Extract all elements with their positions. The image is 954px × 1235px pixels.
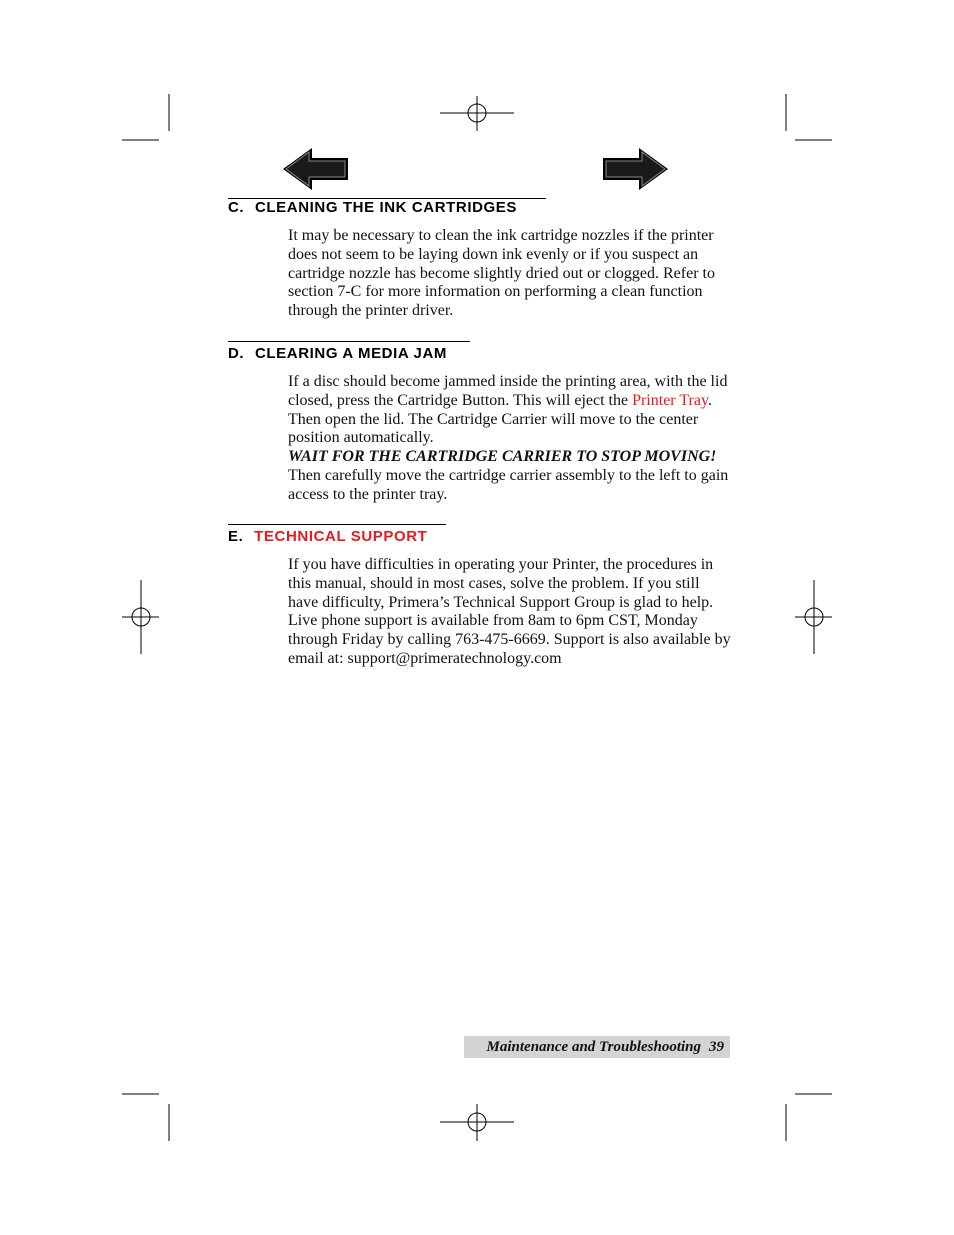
page-footer — [464, 1036, 730, 1058]
section-c-title: CLEANING THE INK CARTRIDGES — [254, 199, 518, 216]
section-d-text-1: If a disc should become jammed inside the printing area, with the lid closed, press the Cartridge Button. This will eject the — [288, 373, 728, 409]
section-d-heading — [228, 345, 447, 362]
section-d-text-2: . Then open the lid. The Cartridge Carrier will move to the center position automatically. — [288, 391, 712, 447]
page-number: 39 — [709, 1038, 724, 1055]
section-c-paragraph: It may be necessary to clean the ink cartridge nozzles if the printer does not seem to be laying down ink evenly or if you suspect an cartridge nozzle has become slightly dried out or clogged. Refer to section 7-C for more information on performing a clean function through the printer driver. — [288, 227, 715, 320]
printer-tray-link[interactable]: Printer Tray — [632, 391, 708, 409]
section-d-text-3: Then carefully move the cartridge carrier assembly to the left to gain access to the printer tray. — [288, 466, 729, 503]
footer-chapter: Maintenance and Troubleshooting — [486, 1038, 701, 1055]
section-d-title: CLEARING A MEDIA JAM — [254, 345, 447, 362]
section-c-letter: C. — [228, 199, 245, 216]
section-c-body — [288, 227, 733, 321]
section-e-letter: E. — [228, 528, 244, 545]
right-arrow-icon[interactable] — [600, 147, 672, 193]
section-e-body — [288, 556, 733, 669]
section-d-paragraph — [288, 373, 733, 448]
section-d-warning: WAIT FOR THE CARTRIDGE CARRIER TO STOP MOVING! — [288, 448, 717, 466]
section-c-heading — [228, 199, 517, 216]
section-e-paragraph: If you have difficulties in operating your Printer, the procedures in this manual, should in most cases, solve the problem. If you still have difficulty, Primera’s Technical Support Group is glad to help. Live phone support is available from 8am to 6pm CST, Monday through Friday by calling 763-475-6669. Support is also available by email at: support@primeratechnology.com — [288, 556, 731, 667]
technical-support-link[interactable]: TECHNICAL SUPPORT — [254, 528, 428, 545]
left-arrow-icon[interactable] — [279, 147, 351, 193]
section-d-body — [288, 373, 733, 505]
section-d-letter: D. — [228, 345, 245, 362]
section-d-rule — [228, 341, 470, 342]
section-e-heading — [228, 528, 427, 545]
section-e-rule — [228, 524, 446, 525]
